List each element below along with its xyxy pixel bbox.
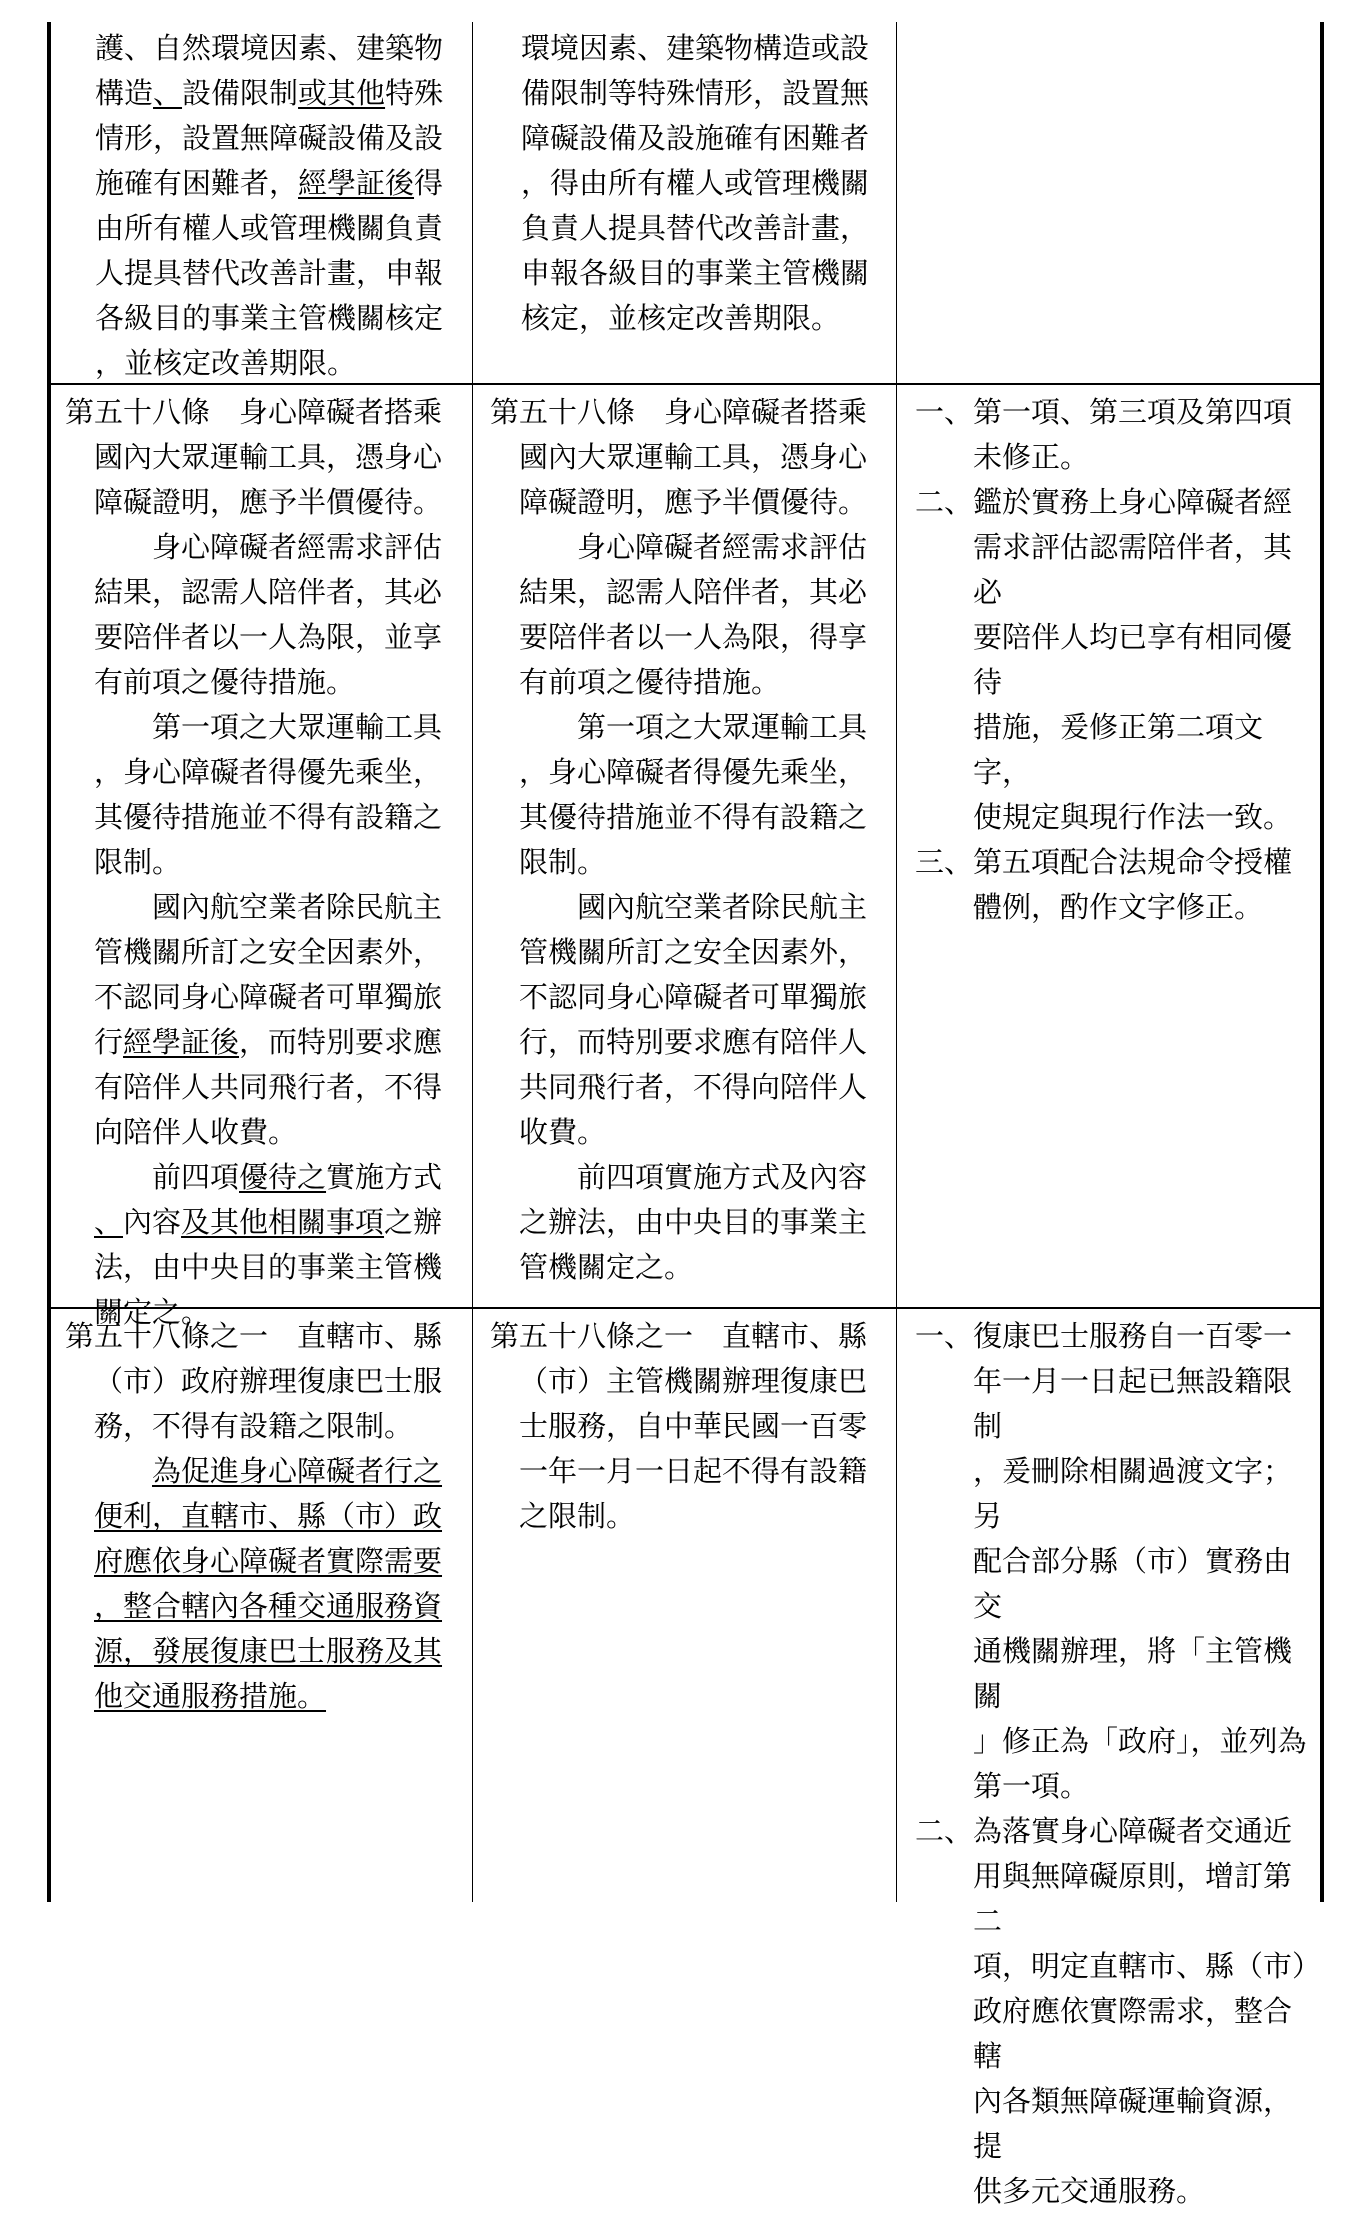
row1-col1-line: 護、自然環境因素、建築物 xyxy=(95,31,444,65)
row1-previous-text xyxy=(521,26,891,341)
text-line: 管機關定之。 xyxy=(519,1250,694,1284)
text-line: 未修正。 xyxy=(973,440,1090,474)
text-line-underlined xyxy=(65,1584,465,1629)
text-line-underlined xyxy=(65,1020,465,1065)
text-line: 通機關辦理，將「主管機關 xyxy=(973,1634,1293,1713)
text-line-underlined xyxy=(65,1449,465,1494)
explanation-item: 一、第一項、第三項及第四項 xyxy=(915,395,1293,429)
row2-explanation xyxy=(915,390,1315,930)
text-line: 有前項之優待措施。 xyxy=(519,665,781,699)
text-line: 障礙證明，應予半價優待。 xyxy=(94,485,443,519)
row1-col2-line: 核定，並核定改善期限。 xyxy=(521,301,841,335)
underlined-insertion: 及其他相關事項 xyxy=(181,1205,385,1239)
text-line-underlined xyxy=(65,1155,465,1200)
text-line: 第一項。 xyxy=(973,1769,1090,1803)
row1-col2-line: 備限制等特殊情形，設置無 xyxy=(521,76,870,110)
text-segment: 行 xyxy=(94,1025,124,1059)
column-divider-1 xyxy=(472,22,473,1902)
text-line-underlined xyxy=(65,1674,465,1719)
text-line: 其優待措施並不得有設籍之 xyxy=(519,800,868,834)
underlined-insertion: 經學証後 xyxy=(123,1025,240,1059)
row1-col1-line-underlined: 施確有困難者，經學証後得 xyxy=(95,166,444,200)
text-line: 第一項之大眾運輸工具 xyxy=(152,710,443,744)
text-line: 國內大眾運輸工具，憑身心 xyxy=(519,440,868,474)
text-line: 配合部分縣（市）實務由交 xyxy=(973,1544,1293,1623)
text-segment: 前四項 xyxy=(152,1160,240,1194)
underlined-insertion: 便利，直轄市、縣（市）政 xyxy=(94,1499,443,1533)
text-line: 使規定與現行作法一致。 xyxy=(973,800,1293,834)
underlined-insertion: 府應依身心障礙者實際需要 xyxy=(94,1544,443,1578)
text-line-underlined xyxy=(65,1629,465,1674)
text-line: 收費。 xyxy=(519,1115,607,1149)
text-line: 關定之。 xyxy=(94,1295,211,1329)
text-line: （市）政府辦理復康巴士服 xyxy=(94,1364,443,1398)
text-segment: 內容 xyxy=(123,1205,182,1239)
text-line: 體例，酌作文字修正。 xyxy=(973,890,1264,924)
text-line: 其優待措施並不得有設籍之 xyxy=(94,800,443,834)
text-line: 管機關所訂之安全因素外， xyxy=(94,935,443,969)
text-line: 供多元交通服務。 xyxy=(973,2174,1206,2208)
text-line: 管機關所訂之安全因素外， xyxy=(519,935,868,969)
underlined-insertion: ，整合轄內各種交通服務資 xyxy=(94,1589,443,1623)
text-line: 不認同身心障礙者可單獨旅 xyxy=(519,980,868,1014)
text-line: 障礙證明，應予半價優待。 xyxy=(519,485,868,519)
text-line: 措施，爰修正第二項文字， xyxy=(973,710,1264,789)
text-line: 國內航空業者除民航主 xyxy=(577,890,868,924)
underlined-insertion: 、 xyxy=(94,1205,124,1239)
text-line: 」修正為「政府」，並列為 xyxy=(973,1724,1307,1758)
text-line: 之限制。 xyxy=(519,1499,636,1533)
row1-col1-line-underlined: 構造、設備限制或其他特殊 xyxy=(95,76,444,110)
explanation-item: 三、第五項配合法規命令授權 xyxy=(915,845,1293,879)
text-line: 共同飛行者，不得向陪伴人 xyxy=(519,1070,868,1104)
table-right-border xyxy=(1320,22,1324,1902)
row1-col1-line: 由所有權人或管理機關負責 xyxy=(95,211,444,245)
article-58-1-heading: 第五十八條之一 直轄市、縣 xyxy=(65,1319,443,1353)
text-line: 有陪伴人共同飛行者，不得 xyxy=(94,1070,443,1104)
row2-current-text xyxy=(65,390,465,1335)
text-line: 需求評估認需陪伴者，其必 xyxy=(973,530,1293,609)
text-line: 限制。 xyxy=(519,845,607,879)
comparison-table xyxy=(47,22,1324,2208)
text-line: 限制。 xyxy=(94,845,182,879)
text-line: 向陪伴人收費。 xyxy=(94,1115,298,1149)
text-line: 國內大眾運輸工具，憑身心 xyxy=(94,440,443,474)
row1-col2-line: 環境因素、建築物構造或設 xyxy=(521,31,870,65)
underlined-insertion: 他交通服務措施。 xyxy=(94,1679,327,1713)
row1-col1-line: 人提具替代改善計畫，申報 xyxy=(95,256,444,290)
text-segment: 實施方式 xyxy=(326,1160,443,1194)
text-line: 一年一月一日起不得有設籍 xyxy=(519,1454,868,1488)
text-segment: 之辦 xyxy=(384,1205,443,1239)
row1-col1-line: ，並核定改善期限。 xyxy=(95,346,357,380)
text-line: ，身心障礙者得優先乘坐， xyxy=(519,755,868,789)
row1-col1-line: 情形，設置無障礙設備及設 xyxy=(95,121,444,155)
row3-current-text xyxy=(65,1314,465,1719)
table-left-border xyxy=(47,22,51,1902)
text-line: 政府應依實際需求，整合轄 xyxy=(973,1994,1293,2073)
text-line: 用與無障礙原則，增訂第二 xyxy=(973,1859,1293,1938)
text-line: 年一月一日起已無設籍限制 xyxy=(973,1364,1293,1443)
row1-current-text xyxy=(95,26,465,386)
text-line: 要陪伴者以一人為限，並享 xyxy=(94,620,443,654)
explanation-item: 二、為落實身心障礙者交通近 xyxy=(915,1814,1293,1848)
article-58-1-heading: 第五十八條之一 直轄市、縣 xyxy=(490,1319,868,1353)
text-line: 之辦法，由中央目的事業主 xyxy=(519,1205,868,1239)
row1-col2-line: 負責人提具替代改善計畫， xyxy=(521,211,870,245)
text-line: 行，而特別要求應有陪伴人 xyxy=(519,1025,868,1059)
text-line: ，爰刪除相關過渡文字；另 xyxy=(973,1454,1293,1533)
row3-explanation xyxy=(915,1314,1322,2214)
text-line: 項，明定直轄市、縣（市） xyxy=(973,1949,1322,1983)
text-line-underlined xyxy=(65,1539,465,1584)
underlined-insertion: 優待之 xyxy=(239,1160,327,1194)
text-line: 結果，認需人陪伴者，其必 xyxy=(94,575,443,609)
text-line: 務，不得有設籍之限制。 xyxy=(94,1409,414,1443)
text-line: 第一項之大眾運輸工具 xyxy=(577,710,868,744)
text-line: 士服務，自中華民國一百零 xyxy=(519,1409,868,1443)
text-line: 不認同身心障礙者可單獨旅 xyxy=(94,980,443,1014)
underlined-insertion: 為促進身心障礙者行之 xyxy=(152,1454,443,1488)
row1-col2-line: 申報各級目的事業主管機關 xyxy=(521,256,870,290)
text-line-underlined xyxy=(65,1200,465,1245)
text-line: 內各類無障礙運輸資源，提 xyxy=(973,2084,1293,2163)
text-line: 身心障礙者經需求評估 xyxy=(577,530,868,564)
text-line-underlined xyxy=(65,1494,465,1539)
article-58-heading: 第五十八條 身心障礙者搭乘 xyxy=(65,395,443,429)
row1-col1-line: 各級目的事業主管機關核定 xyxy=(95,301,444,335)
article-58-heading: 第五十八條 身心障礙者搭乘 xyxy=(490,395,868,429)
text-line: ，身心障礙者得優先乘坐， xyxy=(94,755,443,789)
text-segment: ，而特別要求應 xyxy=(239,1025,443,1059)
underlined-insertion: 源，發展復康巴士服務及其 xyxy=(94,1634,443,1668)
text-line: 國內航空業者除民航主 xyxy=(152,890,443,924)
text-line: （市）主管機關辦理復康巴 xyxy=(519,1364,868,1398)
text-line: 結果，認需人陪伴者，其必 xyxy=(519,575,868,609)
text-line: 要陪伴者以一人為限，得享 xyxy=(519,620,868,654)
explanation-item: 二、鑑於實務上身心障礙者經 xyxy=(915,485,1293,519)
text-line: 有前項之優待措施。 xyxy=(94,665,356,699)
text-line: 身心障礙者經需求評估 xyxy=(152,530,443,564)
text-line: 法，由中央目的事業主管機 xyxy=(94,1250,443,1284)
row3-previous-text xyxy=(490,1314,890,1539)
column-divider-2 xyxy=(896,22,897,1902)
row1-col2-line: ，得由所有權人或管理機關 xyxy=(521,166,870,200)
text-line: 前四項實施方式及內容 xyxy=(577,1160,868,1194)
row2-previous-text xyxy=(490,390,890,1290)
text-line: 要陪伴人均已享有相同優待 xyxy=(973,620,1293,699)
row1-col2-line: 障礙設備及設施確有困難者 xyxy=(521,121,870,155)
explanation-item: 一、復康巴士服務自一百零一 xyxy=(915,1319,1293,1353)
